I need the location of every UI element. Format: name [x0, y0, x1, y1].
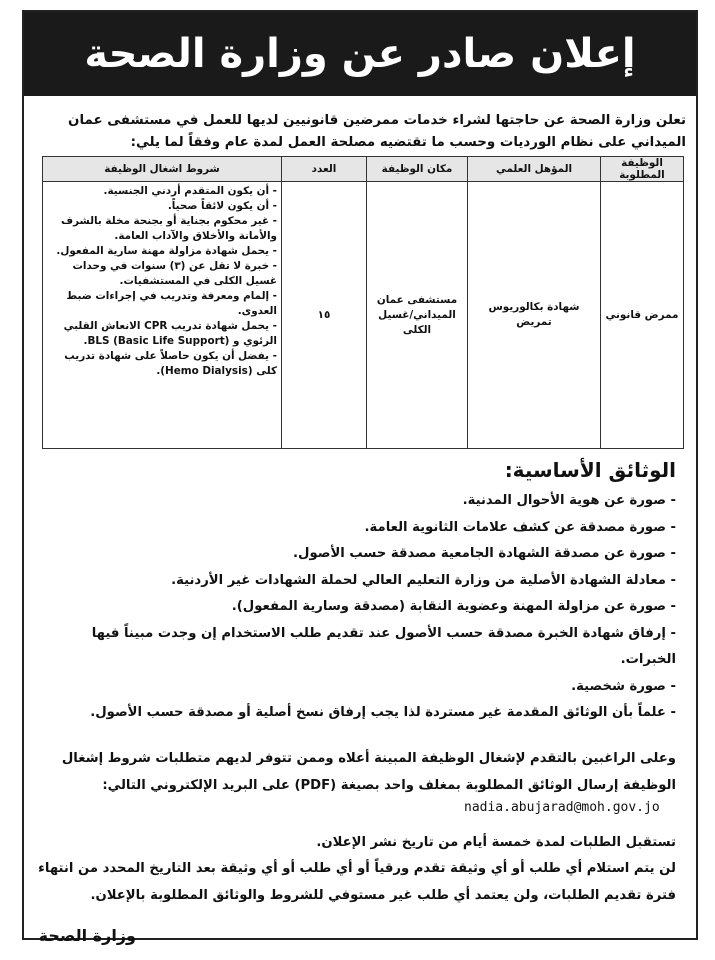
- document-item: - صورة عن مصدقة الشهادة الجامعية مصدقة حسب الأصول.: [293, 546, 676, 561]
- cell-count: ١٥: [282, 182, 367, 449]
- intro-paragraph: تعلن وزارة الصحة عن حاجتها لشراء خدمات ممرضين قانونيين لديها للعمل في مستشفى عمان الميداني على نظام الورديات وحسب ما تقتضيه مصلحة العمل لمدة عام وفقاً لما يلي:: [68, 113, 686, 150]
- document-item: - معادلة الشهادة الأصلية من وزارة التعليم العالي لحملة الشهادات غير الأردنية.: [171, 572, 676, 588]
- condition-item: - غير محكوم بجناية أو بجنحة مخلة بالشرف والأمانة والأخلاق والآداب العامة.: [61, 215, 277, 242]
- documents-heading: الوثائق الأساسية:: [504, 458, 676, 482]
- condition-item: - خبرة لا تقل عن (٣) سنوات في وحدات غسيل الكلى في المستشفيات.: [72, 260, 277, 287]
- document-item: - إرفاق شهادة الخبرة مصدقة حسب الأصول عند تقديم طلب الاستخدام إن وجدت مبيناً فيها الخبرات.: [91, 625, 676, 667]
- condition-item: - يفضل أن يكون حاصلاً على شهادة تدريب كلى (Hemo Dialysis).: [64, 350, 277, 377]
- cell-location: مستشفى عمان الميداني/غسيل الكلى: [367, 182, 468, 449]
- documents-list: [38, 488, 676, 727]
- header-count: العدد: [282, 157, 367, 182]
- announcement-page: [22, 10, 698, 945]
- condition-item: - أن يكون المتقدم أردني الجنسية.: [103, 185, 277, 197]
- condition-item: - أن يكون لائقاً صحياً.: [167, 200, 277, 212]
- document-item: - علماً بأن الوثائق المقدمة غير مستردة لذا يجب إرفاق نسخ أصلية أو مصدقة حسب الأصول.: [90, 705, 676, 720]
- header-conditions: شروط اشغال الوظيفة: [43, 157, 282, 182]
- contact-email[interactable]: nadia.abujarad@moh.gov.jo: [464, 800, 660, 815]
- condition-item: - يحمل شهادة تدريب CPR الانعاش القلبي الرئوي و BLS (Basic Life Support).: [63, 320, 277, 347]
- announcement-title: إعلان صادر عن وزارة الصحة: [24, 12, 696, 96]
- notice-text: لن يتم استلام أي طلب أو أي وثيقة تقدم ورقياً أو أي طلب أو أي وثيقة بعد التاريخ المحدد من انتهاء فترة تقديم الطلبات، ولن يعتمد أي طلب غير مستوفي للشروط والوثائق المطلوبة بالإعلان.: [38, 861, 676, 903]
- signature-ministry: وزارة الصحة: [38, 926, 136, 945]
- jobs-table: [42, 156, 684, 449]
- condition-item: - إلمام ومعرفة وتدريب في إجراءات ضبط العدوى.: [66, 290, 277, 317]
- header-qualification: المؤهل العلمي: [468, 157, 601, 182]
- document-item: - صورة عن هوية الأحوال المدنية.: [462, 493, 676, 508]
- deadline-text: تستقبل الطلبات لمدة خمسة أيام من تاريخ نشر الإعلان.: [316, 835, 676, 850]
- cell-qualification: شهادة بكالوريوس تمريض: [468, 182, 601, 449]
- document-item: - صورة عن مزاولة المهنة وعضوية النقابة (مصدقة وسارية المفعول).: [231, 599, 676, 614]
- application-instructions: وعلى الراغبين بالتقدم لإشغال الوظيفة المبينة أعلاه وممن تتوفر لديهم متطلبات شروط إشغال الوظيفة إرسال الوثائق المطلوبة بمغلف واحد بصيغة (PDF) على البريد الإلكتروني التالي:: [61, 751, 676, 793]
- document-item: - صورة مصدقة عن كشف علامات الثانوية العامة.: [364, 519, 676, 535]
- cell-job: ممرض قانوني: [601, 182, 684, 449]
- document-item: - صورة شخصية.: [571, 678, 676, 694]
- cell-conditions: [43, 182, 282, 449]
- table-row: [43, 182, 684, 449]
- header-job: الوظيفة المطلوبة: [601, 157, 684, 182]
- table-header-row: [43, 157, 684, 182]
- header-location: مكان الوظيفة: [367, 157, 468, 182]
- conditions-list: [47, 184, 277, 379]
- condition-item: - يحمل شهادة مزاولة مهنة سارية المفعول.: [56, 245, 277, 257]
